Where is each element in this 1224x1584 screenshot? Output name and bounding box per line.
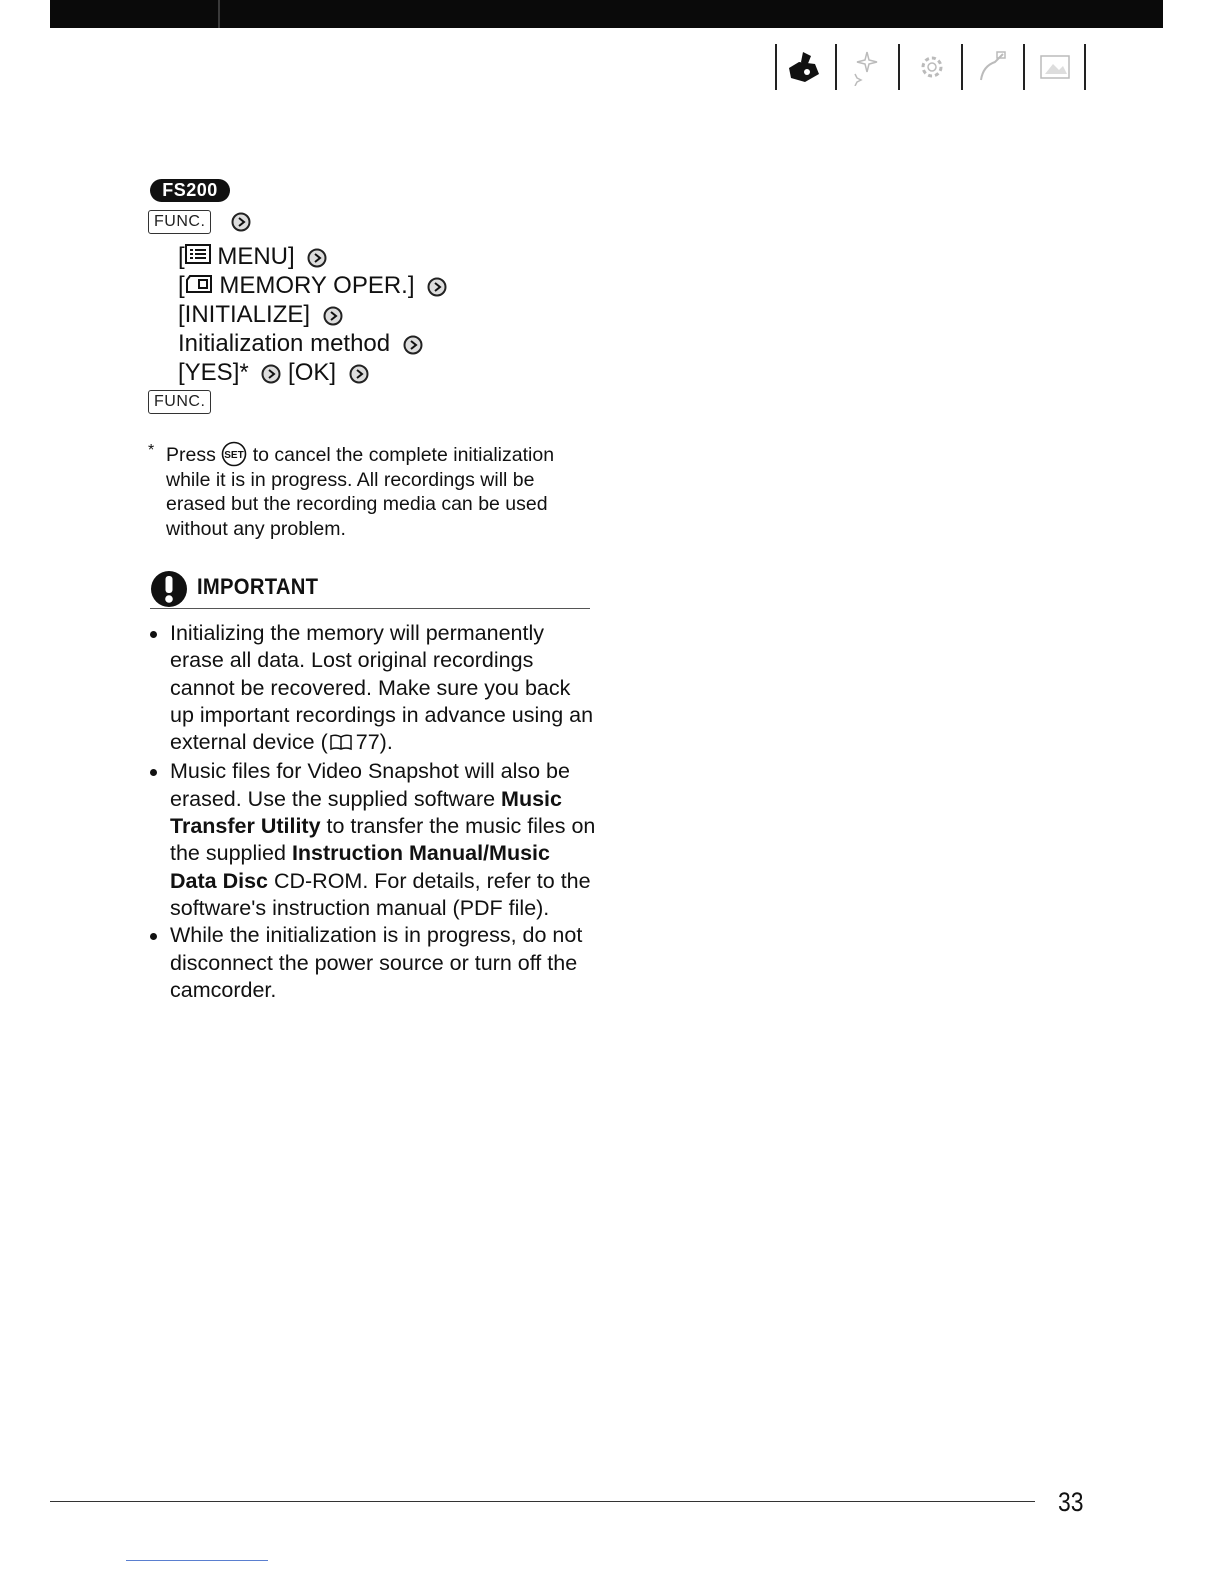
arrow-icon (403, 335, 423, 355)
bullet-2-bold-1: Music Transfer Utility (170, 786, 562, 839)
footnote-line1: to cancel the complete (252, 444, 448, 466)
step-memory-oper-label: MEMORY OPER.] (219, 272, 415, 299)
top-black-bar (50, 0, 1163, 28)
bullet-2-text-b: to transfer the music files on the supplied (170, 814, 596, 866)
important-list (148, 620, 598, 1004)
arrow-icon (427, 277, 447, 297)
tab-divider (1023, 44, 1025, 90)
step-init-method (178, 329, 423, 358)
bullet-2-bold-2: Instruction Manual/Music Data Disc (170, 841, 550, 893)
connection-icon[interactable] (973, 48, 1013, 86)
footnote-press: Press (166, 444, 216, 466)
important-title: IMPORTANT (197, 574, 319, 599)
bracket-open: [ (178, 272, 185, 299)
bullet-dot (150, 631, 157, 638)
tab-divider (775, 44, 777, 90)
bullet-1-ref: 77). (355, 730, 393, 755)
chapter-tabs (775, 44, 1087, 90)
func-button (148, 390, 211, 414)
list-item (148, 922, 598, 1004)
camcorder-intro-icon[interactable] (785, 48, 825, 86)
top-bar-divider (218, 0, 220, 28)
memory-card-icon (185, 272, 213, 301)
step-init-method-label: Initialization method (178, 330, 391, 357)
list-item (148, 758, 598, 922)
tab-divider (1084, 44, 1086, 90)
step-menu (178, 242, 327, 272)
menu-list-icon (185, 243, 211, 272)
bullet-3-text: While the initialization is in progress, do not disconnect the power source or turn off the camcorder. (170, 923, 583, 1002)
footnote (148, 441, 598, 541)
stars-effects-icon[interactable] (847, 48, 887, 86)
gear-settings-icon[interactable] (912, 48, 952, 86)
step-memory-oper (178, 271, 447, 301)
arrow-icon (261, 364, 281, 384)
step-yes-ok (178, 358, 369, 387)
func-label: FUNC. (154, 393, 206, 410)
image-playback-icon[interactable] (1035, 48, 1075, 86)
svg-text:SET: SET (224, 450, 245, 461)
important-icon (150, 570, 188, 613)
tab-divider (961, 44, 963, 90)
step-ok-label: [OK] (288, 359, 337, 386)
bullet-2-text-a: Music files for Video Snapshot will also be erased. Use the supplied software (170, 759, 570, 811)
footnote-star: * (148, 442, 155, 459)
bullet-dot (150, 933, 157, 940)
step-initialize-label: [INITIALIZE] (178, 301, 311, 328)
important-heading (150, 570, 590, 609)
model-badge: FS200 (150, 179, 230, 202)
bullet-2-text-c: CD-ROM. For details, refer to the software's instruction manual (PDF file). (170, 868, 591, 920)
arrow-icon (323, 306, 343, 326)
arrow-icon (231, 212, 251, 232)
bullet-1-text: Initializing the memory will permanently erase all data. Lost original recordings cannot be recovered. Make sure you back up important recordings in advance using an external device ( (170, 621, 594, 755)
tab-divider (898, 44, 900, 90)
bracket-open: [ (178, 243, 185, 270)
book-reference-icon (330, 731, 352, 758)
footer-rule (50, 1501, 1035, 1502)
step-menu-label: MENU] (217, 243, 295, 270)
arrow-icon (349, 364, 369, 384)
step-yes-label: [YES]* (178, 359, 249, 386)
step-initialize (178, 300, 343, 329)
func-label: FUNC. (154, 213, 206, 230)
func-button (148, 210, 211, 234)
arrow-icon (307, 248, 327, 268)
set-button-icon (221, 441, 247, 467)
bullet-dot (150, 769, 157, 776)
page-number: 33 (1058, 1487, 1084, 1517)
list-item (148, 620, 598, 758)
footnote-rest: initialization while it is in progress. All recordings will be erased but the recording media can be used without any problem. (166, 444, 555, 540)
tab-divider (835, 44, 837, 90)
scan-edge-line (126, 1560, 268, 1561)
